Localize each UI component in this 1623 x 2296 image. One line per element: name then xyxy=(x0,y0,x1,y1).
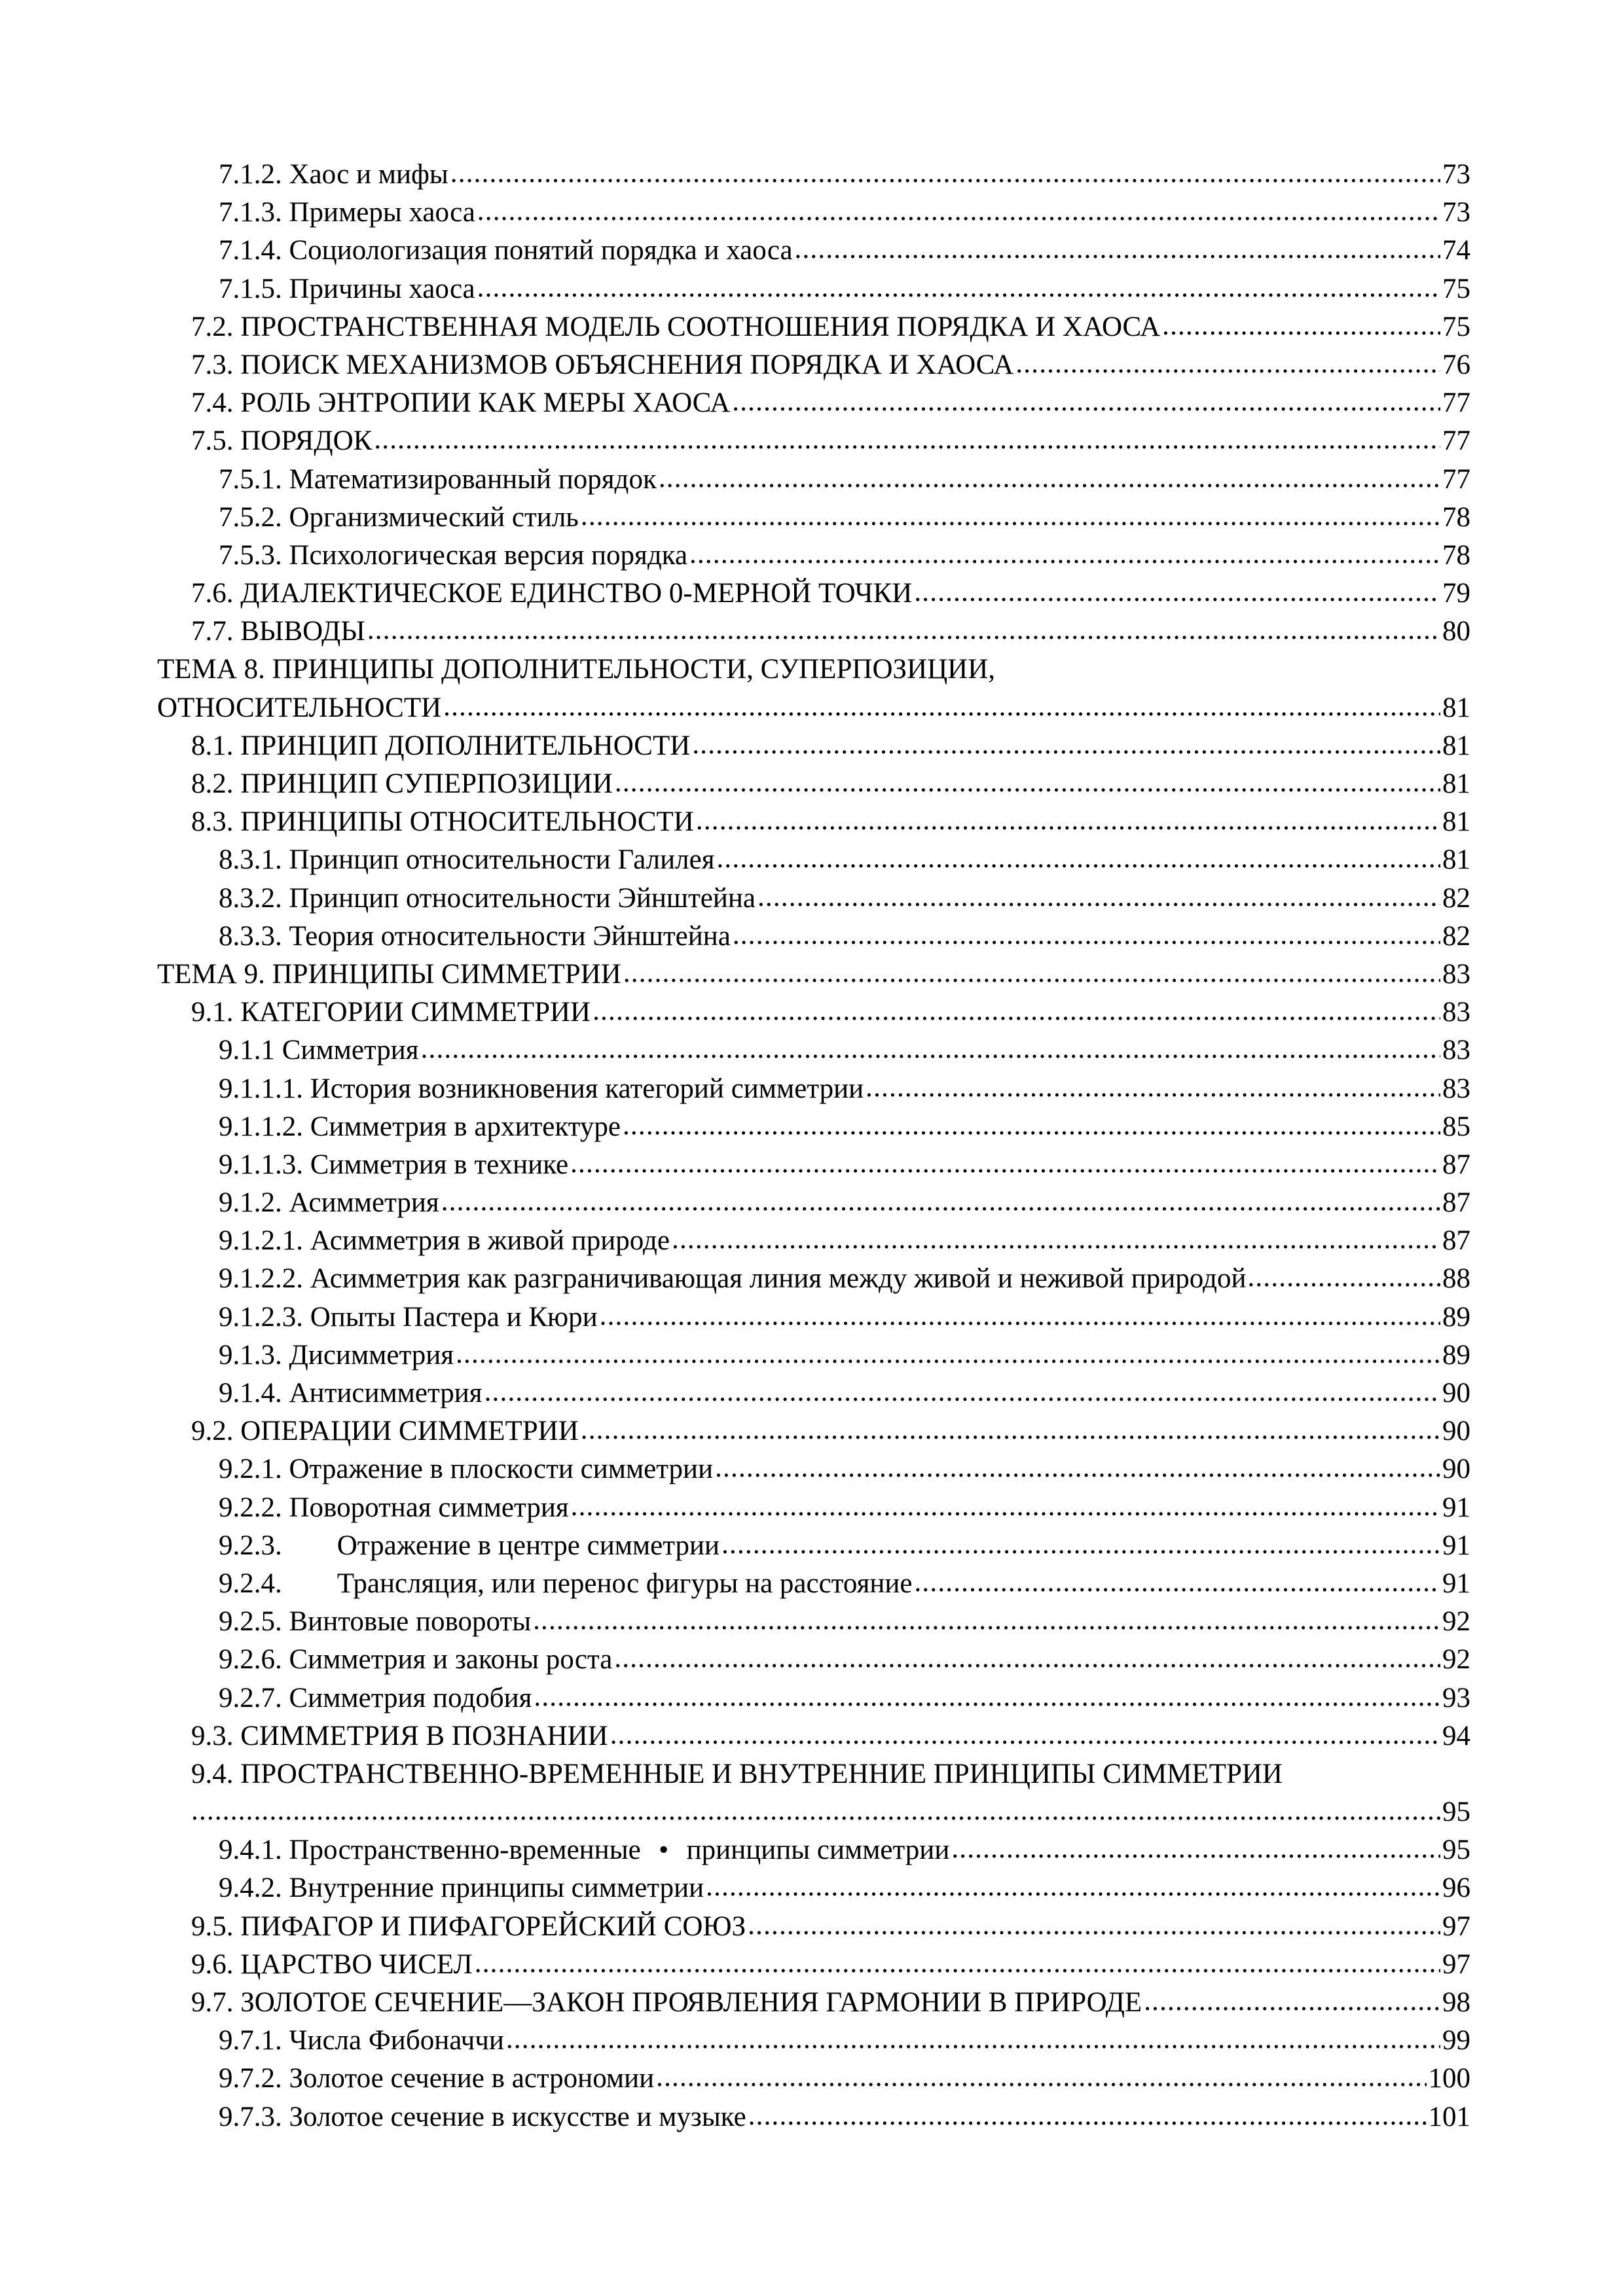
toc-entry[interactable]: 7.4. РОЛЬ ЭНТРОПИИ КАК МЕРЫ ХАОСА ..... 77 xyxy=(157,384,1470,422)
page-number: 73 xyxy=(1442,159,1470,190)
dot-leader xyxy=(623,1107,1440,1145)
dot-leader xyxy=(757,878,1440,916)
toc-entry[interactable]: 9.3. СИММЕТРИЯ В ПОЗНАНИИ ..... 94 xyxy=(157,1717,1470,1755)
page-number: 90 xyxy=(1442,1454,1470,1485)
dot-leader xyxy=(795,230,1440,268)
toc-entry[interactable]: 9.2.5. Винтовые повороты ..... 92 xyxy=(157,1603,1470,1641)
page-number: 82 xyxy=(1442,882,1470,914)
toc-entry[interactable]: 9.7. ЗОЛОТОЕ СЕЧЕНИЕ—ЗАКОН ПРОЯВЛЕНИЯ ГАРМОНИИ В ПРИРОДЕ ..... 98 xyxy=(157,1984,1470,2022)
page-number: 74 xyxy=(1442,235,1470,266)
page-number: 94 xyxy=(1442,1720,1470,1751)
toc-entry[interactable]: ТЕМА 9. ПРИНЦИПЫ СИММЕТРИИ ..... 83 xyxy=(157,956,1470,994)
toc-entry[interactable]: 9.2.2. Поворотная симметрия ..... 91 xyxy=(157,1489,1470,1527)
toc-entry[interactable]: 9.4.2. Внутренние принципы симметрии ..... 96 xyxy=(157,1869,1470,1907)
dot-leader xyxy=(534,1678,1440,1716)
page-number: 76 xyxy=(1442,349,1470,380)
page-number: 91 xyxy=(1442,1530,1470,1561)
dot-leader xyxy=(374,421,1440,459)
dot-leader xyxy=(614,1640,1440,1677)
page-number: 81 xyxy=(1442,730,1470,761)
page-number: 99 xyxy=(1442,2025,1470,2056)
toc-entry[interactable]: 9.5. ПИФАГОР И ПИФАГОРЕЙСКИЙ СОЮЗ ..... 97 xyxy=(157,1908,1470,1946)
dot-leader xyxy=(191,1792,1440,1830)
dot-leader xyxy=(659,459,1440,497)
page-number: 80 xyxy=(1442,616,1470,647)
dot-leader xyxy=(484,1373,1440,1411)
page-number: 83 xyxy=(1442,997,1470,1028)
toc-entry[interactable]: 9.1.3. Дисимметрия ..... 89 xyxy=(157,1336,1470,1374)
page-number: 98 xyxy=(1442,1987,1470,2018)
dot-leader xyxy=(715,1449,1440,1487)
toc-entry[interactable]: 7.6. ДИАЛЕКТИЧЕСКОЕ ЕДИНСТВО 0-МЕРНОЙ ТОЧКИ ..... 79 xyxy=(157,575,1470,613)
page-number: 78 xyxy=(1442,539,1470,571)
toc-entry[interactable]: 8.3.2. Принцип относительности Эйнштейна ..... 82 xyxy=(157,880,1470,918)
table-of-contents xyxy=(157,156,1470,2136)
toc-entry-heading-line[interactable]: ТЕМА 8. ПРИНЦИПЫ ДОПОЛНИТЕЛЬНОСТИ, СУПЕРПОЗИЦИИ, xyxy=(157,654,996,685)
page-number: 90 xyxy=(1442,1378,1470,1408)
toc-entry[interactable]: 9.1.1.3. Симметрия в технике ..... 87 xyxy=(157,1146,1470,1184)
dot-leader xyxy=(672,1221,1440,1259)
dot-leader xyxy=(581,1411,1440,1449)
toc-entry[interactable]: 9.1.2.1. Асимметрия в живой природе ..... 87 xyxy=(157,1222,1470,1260)
section-number: 9.2.4. xyxy=(219,1568,282,1599)
page-number: 77 xyxy=(1442,425,1470,457)
bullet-icon: • xyxy=(659,1835,669,1866)
toc-entry[interactable]: 9.2.7. Симметрия подобия ..... 93 xyxy=(157,1679,1470,1717)
toc-entry[interactable]: 9.7.3. Золотое сечение в искусстве и музыке ..... 101 xyxy=(157,2098,1470,2136)
dot-leader xyxy=(748,2097,1427,2135)
page-number: 79 xyxy=(1442,578,1470,609)
page-number: 89 xyxy=(1442,1301,1470,1333)
toc-entry[interactable]: 7.1.5. Причины хаоса ..... 75 xyxy=(157,270,1470,308)
page-number: 87 xyxy=(1442,1149,1470,1180)
toc-entry[interactable]: 7.5.2. Организмический стиль ..... 78 xyxy=(157,499,1470,537)
page-number: 75 xyxy=(1442,273,1470,304)
dot-leader xyxy=(477,192,1440,230)
toc-entry[interactable]: 7.5.1. Математизированный порядок ..... 77 xyxy=(157,461,1470,499)
toc-entry[interactable]: 9.1. КАТЕГОРИИ СИММЕТРИИ ..... 83 xyxy=(157,994,1470,1031)
dot-leader xyxy=(456,1335,1440,1373)
toc-entry[interactable]: 7.2. ПРОСТРАНСТВЕННАЯ МОДЕЛЬ СООТНОШЕНИЯ ПОРЯДКА И ХАОСА ..... 75 xyxy=(157,308,1470,346)
page-number: 73 xyxy=(1442,197,1470,228)
dot-leader xyxy=(610,1716,1440,1754)
page-number: 100 xyxy=(1428,2063,1470,2094)
dot-leader xyxy=(593,992,1440,1030)
dot-leader xyxy=(866,1069,1440,1107)
toc-entry[interactable]: 9.2.3. Отражение в центре симметрии ..... 91 xyxy=(157,1527,1470,1565)
toc-entry[interactable]: 7.5.3. Психологическая версия порядка ..... 78 xyxy=(157,537,1470,575)
toc-entry[interactable]: 7.1.3. Примеры хаоса ..... 73 xyxy=(157,194,1470,232)
dot-leader xyxy=(450,154,1440,192)
dot-leader xyxy=(571,1488,1440,1526)
page-number: 96 xyxy=(1442,1873,1470,1904)
toc-entry-heading-line[interactable]: 9.4. ПРОСТРАНСТВЕННО-ВРЕМЕННЫЕ И ВНУТРЕННИЕ ПРИНЦИПЫ СИММЕТРИИ xyxy=(191,1758,1283,1789)
dot-leader xyxy=(733,916,1440,954)
dot-leader xyxy=(506,2020,1440,2058)
toc-entry[interactable]: 7.1.2. Хаос и мифы ..... 73 xyxy=(157,156,1470,194)
page-number: 77 xyxy=(1442,463,1470,495)
toc-entry[interactable]: 9.2. ОПЕРАЦИИ СИММЕТРИИ ..... 90 xyxy=(157,1412,1470,1450)
toc-entry[interactable]: 8.3.3. Теория относительности Эйнштейна ..... 82 xyxy=(157,918,1470,956)
page-number: 89 xyxy=(1442,1339,1470,1371)
dot-leader xyxy=(421,1030,1440,1068)
page-number: 81 xyxy=(1442,768,1470,799)
dot-leader xyxy=(570,1145,1440,1183)
dot-leader xyxy=(1247,1259,1441,1297)
page-number: 83 xyxy=(1442,1035,1470,1066)
page-number: 77 xyxy=(1442,387,1470,419)
dot-leader xyxy=(721,1526,1440,1564)
toc-entry[interactable]: 7.1.4. Социологизация понятий порядка и хаоса ..... 74 xyxy=(157,232,1470,270)
page-number: 82 xyxy=(1442,920,1470,952)
dot-leader xyxy=(600,1297,1440,1335)
page-number: 83 xyxy=(1442,958,1470,990)
page-number: 92 xyxy=(1442,1606,1470,1638)
toc-entry[interactable]: 9.1.4. Антисимметрия ..... 90 xyxy=(157,1374,1470,1412)
toc-entry[interactable]: 7.7. ВЫВОДЫ ..... 80 xyxy=(157,613,1470,651)
page-number: 91 xyxy=(1442,1568,1470,1599)
toc-entry[interactable]: 8.2. ПРИНЦИП СУПЕРПОЗИЦИИ ..... 81 xyxy=(157,765,1470,803)
page-number: 97 xyxy=(1442,1910,1470,1942)
dot-leader xyxy=(1144,1982,1440,2020)
dot-leader xyxy=(732,383,1440,421)
toc-entry[interactable]: 9.7.2. Золотое сечение в астрономии ..... 100 xyxy=(157,2060,1470,2098)
page-number: 95 xyxy=(1442,1835,1470,1866)
toc-entry[interactable]: 7.3. ПОИСК МЕХАНИЗМОВ ОБЪЯСНЕНИЯ ПОРЯДКА И ХАОСА ..... 76 xyxy=(157,346,1470,384)
page-number: 81 xyxy=(1442,692,1470,723)
dot-leader xyxy=(914,1564,1440,1602)
toc-entry[interactable]: 9.1.2.3. Опыты Пастера и Кюри ..... 89 xyxy=(157,1299,1470,1336)
toc-entry[interactable]: 8.3.1. Принцип относительности Галилея ..... 81 xyxy=(157,841,1470,879)
dot-leader xyxy=(692,726,1440,764)
page-number: 97 xyxy=(1442,1948,1470,1980)
page-number: 95 xyxy=(1442,1797,1470,1828)
dot-leader xyxy=(706,1868,1440,1906)
dot-leader xyxy=(951,1830,1440,1868)
page-number: 85 xyxy=(1442,1111,1470,1142)
dot-leader xyxy=(615,764,1440,802)
toc-entry[interactable]: ОТНОСИТЕЛЬНОСТИ ..... 81 xyxy=(157,689,1470,727)
dot-leader xyxy=(581,497,1440,535)
dot-leader xyxy=(696,802,1440,840)
page-number: 87 xyxy=(1442,1225,1470,1257)
toc-entry[interactable]: 9.1.1 Симметрия ..... 83 xyxy=(157,1031,1470,1069)
page-number: 87 xyxy=(1442,1187,1470,1219)
dot-leader xyxy=(914,573,1440,611)
toc-entry[interactable]: 9.2.4. Трансляция, или перенос фигуры на расстояние ..... 91 xyxy=(157,1565,1470,1603)
toc-entry[interactable]: 9.6. ЦАРСТВО ЧИСЕЛ ..... 97 xyxy=(157,1946,1470,1984)
toc-entry[interactable]: 9.1.2. Асимметрия ..... 87 xyxy=(157,1184,1470,1222)
page-number: 83 xyxy=(1442,1073,1470,1104)
dot-leader xyxy=(477,269,1440,307)
page-number: 88 xyxy=(1442,1263,1470,1295)
dot-leader xyxy=(367,611,1440,649)
dot-leader xyxy=(656,2058,1426,2096)
toc-entry[interactable]: 9.7.1. Числа Фибоначчи ..... 99 xyxy=(157,2022,1470,2060)
dot-leader xyxy=(689,535,1440,573)
dot-leader xyxy=(748,1907,1440,1945)
dot-leader xyxy=(623,954,1440,992)
page-number: 91 xyxy=(1442,1492,1470,1523)
page-number: 81 xyxy=(1442,844,1470,876)
dot-leader xyxy=(441,1183,1440,1221)
dot-leader xyxy=(443,688,1440,726)
toc-entry[interactable]: 9.4.1. Пространственно-временные • принципы симметрии ..... 95 xyxy=(157,1831,1470,1869)
page-number: 93 xyxy=(1442,1682,1470,1713)
toc-entry[interactable]: 8.1. ПРИНЦИП ДОПОЛНИТЕЛЬНОСТИ ..... 81 xyxy=(157,727,1470,765)
dot-leader xyxy=(1162,307,1440,345)
dot-leader xyxy=(475,1945,1440,1982)
toc-entry[interactable]: 9.1.2.2. Асимметрия как разграничивающая линия между живой и неживой природой ..... 88 xyxy=(157,1260,1470,1298)
page-number: 92 xyxy=(1442,1644,1470,1676)
dot-leader xyxy=(533,1602,1440,1640)
dot-leader xyxy=(1015,345,1440,383)
toc-entry[interactable]: 7.5. ПОРЯДОК ..... 77 xyxy=(157,422,1470,460)
toc-entry[interactable]: 8.3. ПРИНЦИПЫ ОТНОСИТЕЛЬНОСТИ ..... 81 xyxy=(157,803,1470,841)
page-number: 78 xyxy=(1442,501,1470,533)
toc-entry[interactable]: 9.2.1. Отражение в плоскости симметрии ..... 90 xyxy=(157,1450,1470,1488)
toc-entry[interactable] xyxy=(157,1793,1470,1831)
dot-leader xyxy=(716,840,1440,878)
section-number: 9.2.3. xyxy=(219,1530,282,1561)
page-number: 75 xyxy=(1442,311,1470,342)
toc-entry[interactable]: 9.2.6. Симметрия и законы роста ..... 92 xyxy=(157,1641,1470,1679)
page-number: 90 xyxy=(1442,1416,1470,1447)
page-number: 81 xyxy=(1442,806,1470,838)
page-number: 101 xyxy=(1428,2101,1470,2132)
toc-entry[interactable]: 9.1.1.2. Симметрия в архитектуре ..... 85 xyxy=(157,1108,1470,1146)
toc-entry[interactable]: 9.1.1.1. История возникновения категорий симметрии ..... 83 xyxy=(157,1070,1470,1108)
